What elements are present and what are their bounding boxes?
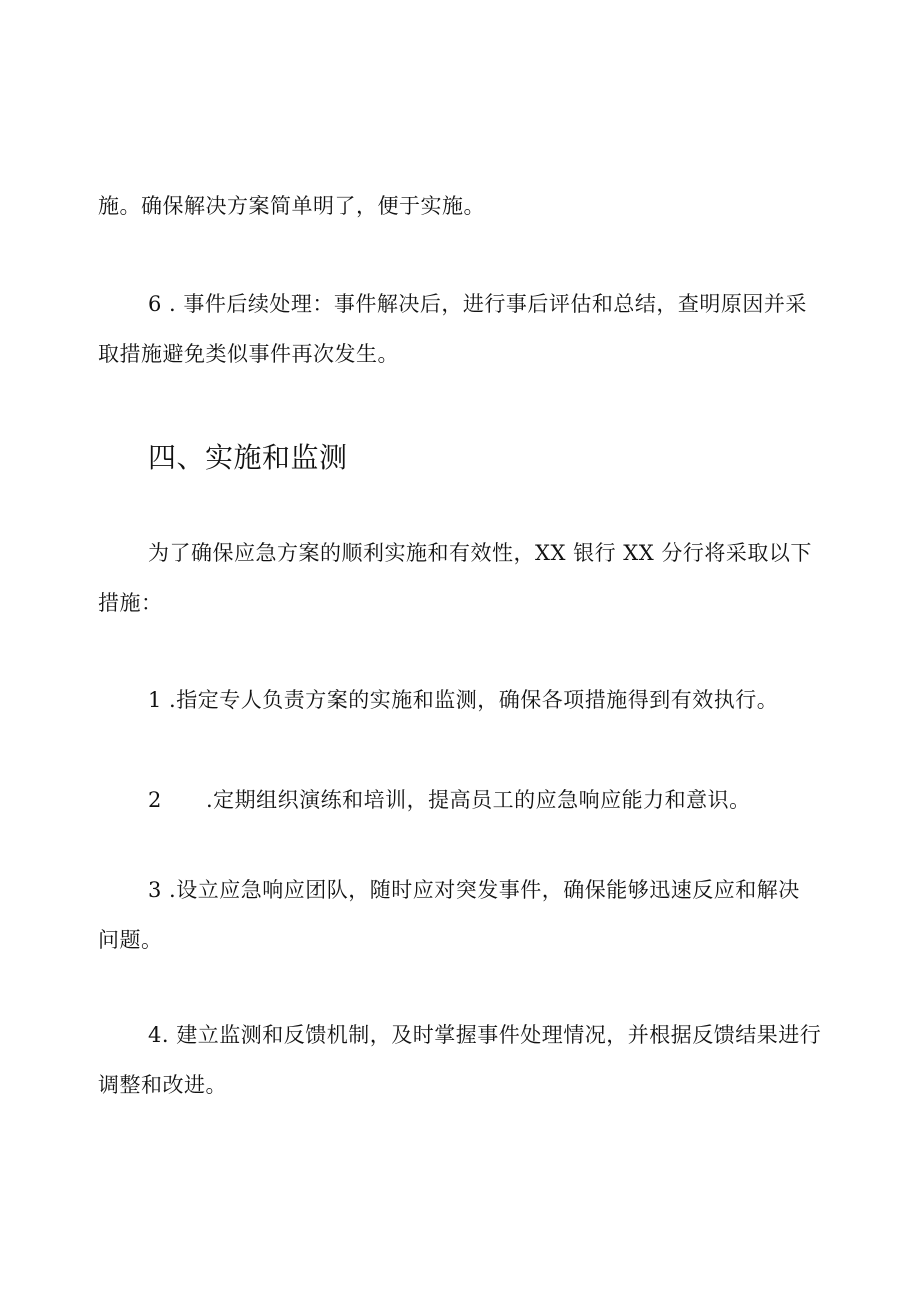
paragraph-line-2: 6 . 事件后续处理：事件解决后，进行事后评估和总结，查明原因并采 xyxy=(148,292,807,316)
list-item-4-line-2: 调整和改进。 xyxy=(98,1073,227,1097)
paragraph-line-3: 取措施避免类似事件再次发生。 xyxy=(98,342,399,366)
list-item-3-line-2: 问题。 xyxy=(98,928,163,952)
list-item-2-number: 2 xyxy=(148,788,162,812)
list-item-2-text: .定期组织演练和培训，提高员工的应急响应能力和意识。 xyxy=(206,788,751,812)
paragraph-line-5: 措施： xyxy=(98,591,163,615)
section-heading: 四、实施和监测 xyxy=(148,441,348,474)
list-item-4-line-1: 4. 建立监测和反馈机制，及时掌握事件处理情况，并根据反馈结果进行 xyxy=(148,1023,822,1047)
paragraph-line-1: 施。确保解决方案简单明了，便于实施。 xyxy=(98,194,485,218)
paragraph-line-4: 为了确保应急方案的顺利实施和有效性，XX 银行 XX 分行将采取以下 xyxy=(148,541,812,565)
list-item-1: 1 .指定专人负责方案的实施和监测，确保各项措施得到有效执行。 xyxy=(148,688,779,712)
list-item-3-line-1: 3 .设立应急响应团队，随时应对突发事件，确保能够迅速反应和解决 xyxy=(148,878,800,902)
